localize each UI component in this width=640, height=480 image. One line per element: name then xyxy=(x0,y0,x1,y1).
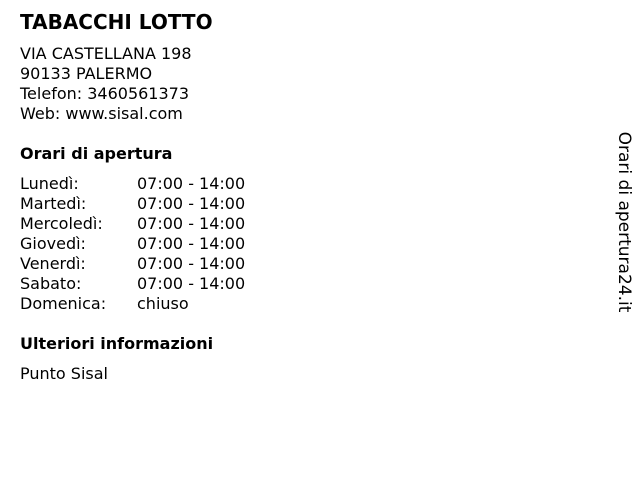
day-label: Domenica: xyxy=(20,294,107,313)
day-label: Sabato: xyxy=(20,274,82,293)
day-hours: 07:00 - 14:00 xyxy=(137,234,246,253)
day-label: Mercoledì: xyxy=(20,214,103,233)
day-hours: 07:00 - 14:00 xyxy=(137,254,246,273)
day-hours: 07:00 - 14:00 xyxy=(137,274,246,293)
day-hours: 07:00 - 14:00 xyxy=(137,174,246,193)
hours-row-tuesday xyxy=(20,194,280,214)
day-label: Venerdì: xyxy=(20,254,86,273)
address-street: VIA CASTELLANA 198 xyxy=(20,44,192,63)
website-line: Web: www.sisal.com xyxy=(20,104,183,123)
opening-hours-list xyxy=(20,174,280,314)
hours-row-thursday xyxy=(20,234,280,254)
further-info-heading: Ulteriori informazioni xyxy=(20,334,214,353)
store-name: TABACCHI LOTTO xyxy=(20,10,213,34)
store-address-block xyxy=(20,44,192,124)
day-label: Giovedì: xyxy=(20,234,86,253)
day-hours: 07:00 - 14:00 xyxy=(137,194,246,213)
day-label: Lunedì: xyxy=(20,174,79,193)
hours-row-saturday xyxy=(20,274,280,294)
day-hours: 07:00 - 14:00 xyxy=(137,214,246,233)
hours-row-friday xyxy=(20,254,280,274)
day-hours: chiuso xyxy=(137,294,189,313)
hours-row-monday xyxy=(20,174,280,194)
site-watermark: Orari di apertura24.it xyxy=(614,131,634,313)
further-info-text: Punto Sisal xyxy=(20,364,108,383)
opening-hours-heading: Orari di apertura xyxy=(20,144,173,163)
phone-line: Telefon: 3460561373 xyxy=(20,84,190,103)
hours-row-wednesday xyxy=(20,214,280,234)
day-label: Martedì: xyxy=(20,194,87,213)
hours-row-sunday xyxy=(20,294,280,314)
address-city: 90133 PALERMO xyxy=(20,64,153,83)
